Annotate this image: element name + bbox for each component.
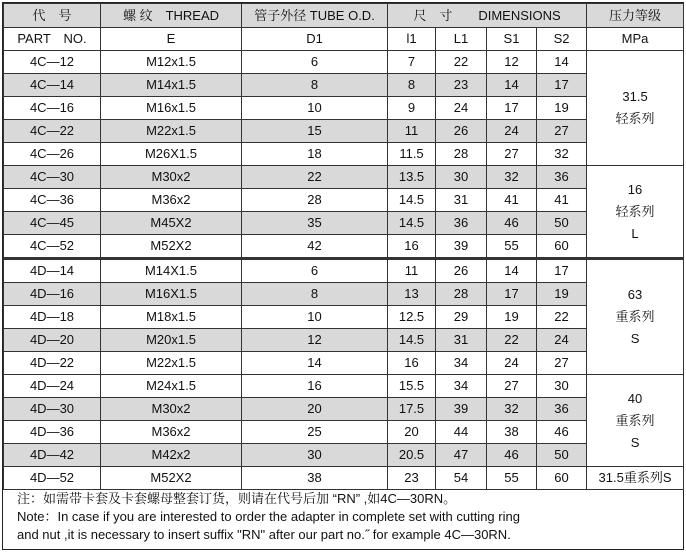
cell-s2: 60 xyxy=(537,467,587,490)
header-pressure: 压力等级 xyxy=(587,4,684,28)
cell-l1: 14.5 xyxy=(388,212,436,235)
pressure-line: 31.5重系列S xyxy=(598,470,672,485)
cell-tube: 28 xyxy=(242,189,388,212)
cell-s1: 46 xyxy=(487,212,537,235)
cell-s1: 14 xyxy=(487,74,537,97)
cell-thread: M30x2 xyxy=(101,166,242,189)
cell-tube: 15 xyxy=(242,120,388,143)
header-row-en xyxy=(4,28,684,51)
cell-l1: 31 xyxy=(436,189,487,212)
table-row xyxy=(4,329,684,352)
cell-l1: 34 xyxy=(436,375,487,398)
cell-l1: 24 xyxy=(436,97,487,120)
pressure-line: 16 xyxy=(627,181,643,197)
cell-s2: 22 xyxy=(537,306,587,329)
cell-s2: 19 xyxy=(537,97,587,120)
cell-thread: M36x2 xyxy=(101,189,242,212)
cell-thread: M18x1.5 xyxy=(101,306,242,329)
cell-part: 4C—26 xyxy=(4,143,101,166)
cell-thread: M52X2 xyxy=(101,467,242,490)
cell-l1: 26 xyxy=(436,259,487,283)
cell-tube: 42 xyxy=(242,235,388,259)
cell-thread: M36x2 xyxy=(101,421,242,444)
cell-thread: M22x1.5 xyxy=(101,120,242,143)
cell-l1: 39 xyxy=(436,398,487,421)
cell-s2: 17 xyxy=(537,74,587,97)
cell-l1: 39 xyxy=(436,235,487,259)
header-row-cn xyxy=(4,4,684,28)
pressure-line: 轻系列 xyxy=(615,111,655,126)
table-row xyxy=(4,259,684,283)
cell-thread: M16x1.5 xyxy=(101,97,242,120)
cell-part: 4D—42 xyxy=(4,444,101,467)
cell-tube: 22 xyxy=(242,166,388,189)
pressure-group-cell xyxy=(587,51,684,166)
cell-l1: 9 xyxy=(388,97,436,120)
cell-l1: 11 xyxy=(388,259,436,283)
header-S2: S2 xyxy=(537,28,587,51)
pressure-group-cell xyxy=(587,166,684,259)
cell-tube: 18 xyxy=(242,143,388,166)
cell-part: 4D—20 xyxy=(4,329,101,352)
table-row xyxy=(4,375,684,398)
header-dimensions: 尺 寸 DIMENSIONS xyxy=(388,4,587,28)
cell-tube: 6 xyxy=(242,259,388,283)
cell-s1: 38 xyxy=(487,421,537,444)
header-l1-lower: l1 xyxy=(388,28,436,51)
cell-part: 4C—30 xyxy=(4,166,101,189)
cell-s1: 27 xyxy=(487,375,537,398)
cell-l1: 13 xyxy=(388,283,436,306)
cell-tube: 38 xyxy=(242,467,388,490)
cell-s2: 27 xyxy=(537,352,587,375)
cell-thread: M20x1.5 xyxy=(101,329,242,352)
cell-part: 4D—52 xyxy=(4,467,101,490)
cell-l1: 36 xyxy=(436,212,487,235)
table-body xyxy=(4,51,684,490)
cell-l1: 12.5 xyxy=(388,306,436,329)
cell-s2: 14 xyxy=(537,51,587,74)
order-note xyxy=(3,484,683,544)
spec-sheet xyxy=(2,2,684,550)
cell-l1: 31 xyxy=(436,329,487,352)
table-row xyxy=(4,398,684,421)
table-row xyxy=(4,166,684,189)
pressure-line: 40 xyxy=(627,390,643,406)
note-en-line2: and nut ,it is necessary to insert suffix "RN" after our part no.˝ for example 4C—30RN. xyxy=(17,527,511,542)
cell-l1: 14.5 xyxy=(388,189,436,212)
cell-s1: 41 xyxy=(487,189,537,212)
cell-tube: 20 xyxy=(242,398,388,421)
cell-s1: 55 xyxy=(487,467,537,490)
cell-s1: 19 xyxy=(487,306,537,329)
pressure-group-cell xyxy=(587,375,684,467)
cell-s1: 12 xyxy=(487,51,537,74)
cell-part: 4C—16 xyxy=(4,97,101,120)
cell-tube: 6 xyxy=(242,51,388,74)
cell-s2: 36 xyxy=(537,398,587,421)
table-row xyxy=(4,143,684,166)
table-row xyxy=(4,97,684,120)
pressure-group-cell xyxy=(587,259,684,375)
cell-tube: 10 xyxy=(242,97,388,120)
cell-s1: 17 xyxy=(487,283,537,306)
cell-s1: 46 xyxy=(487,444,537,467)
cell-l1: 44 xyxy=(436,421,487,444)
cell-thread: M42x2 xyxy=(101,444,242,467)
pressure-line: 63 xyxy=(627,287,643,302)
cell-thread: M24x1.5 xyxy=(101,375,242,398)
cell-s2: 41 xyxy=(537,189,587,212)
cell-s1: 22 xyxy=(487,329,537,352)
cell-part: 4D—18 xyxy=(4,306,101,329)
cell-l1: 34 xyxy=(436,352,487,375)
cell-part: 4C—12 xyxy=(4,51,101,74)
cell-s1: 32 xyxy=(487,166,537,189)
header-tube-d1: D1 xyxy=(242,28,388,51)
cell-s1: 32 xyxy=(487,398,537,421)
cell-tube: 25 xyxy=(242,421,388,444)
pressure-line: 重系列 xyxy=(615,412,655,428)
cell-s2: 27 xyxy=(537,120,587,143)
cell-s2: 30 xyxy=(537,375,587,398)
cell-thread: M16X1.5 xyxy=(101,283,242,306)
cell-part: 4D—22 xyxy=(4,352,101,375)
cell-l1: 16 xyxy=(388,235,436,259)
cell-part: 4C—36 xyxy=(4,189,101,212)
cell-s2: 36 xyxy=(537,166,587,189)
cell-s1: 24 xyxy=(487,120,537,143)
cell-s1: 14 xyxy=(487,259,537,283)
cell-part: 4C—52 xyxy=(4,235,101,259)
cell-thread: M14X1.5 xyxy=(101,259,242,283)
header-thread-e: E xyxy=(101,28,242,51)
cell-l1: 22 xyxy=(436,51,487,74)
cell-l1: 28 xyxy=(436,283,487,306)
cell-s2: 60 xyxy=(537,235,587,259)
cell-l1: 8 xyxy=(388,74,436,97)
cell-tube: 12 xyxy=(242,329,388,352)
cell-part: 4D—16 xyxy=(4,283,101,306)
cell-l1: 16 xyxy=(388,352,436,375)
cell-l1: 47 xyxy=(436,444,487,467)
table-row xyxy=(4,120,684,143)
cell-part: 4C—22 xyxy=(4,120,101,143)
cell-s2: 17 xyxy=(537,259,587,283)
table-row xyxy=(4,444,684,467)
cell-tube: 8 xyxy=(242,74,388,97)
cell-s2: 50 xyxy=(537,212,587,235)
cell-l1: 17.5 xyxy=(388,398,436,421)
pressure-line: L xyxy=(631,225,639,241)
cell-tube: 8 xyxy=(242,283,388,306)
pressure-line: 轻系列 xyxy=(615,203,655,219)
cell-l1: 14.5 xyxy=(388,329,436,352)
table-row xyxy=(4,189,684,212)
header-part-en: PART NO. xyxy=(4,28,101,51)
cell-s2: 50 xyxy=(537,444,587,467)
dimension-table xyxy=(3,3,684,490)
cell-thread: M45X2 xyxy=(101,212,242,235)
cell-s1: 24 xyxy=(487,352,537,375)
cell-part: 4C—14 xyxy=(4,74,101,97)
cell-l1: 30 xyxy=(436,166,487,189)
cell-part: 4D—30 xyxy=(4,398,101,421)
table-row xyxy=(4,283,684,306)
cell-l1: 11 xyxy=(388,120,436,143)
table-row xyxy=(4,51,684,74)
cell-l1: 54 xyxy=(436,467,487,490)
pressure-line: S xyxy=(630,434,640,450)
cell-thread: M52X2 xyxy=(101,235,242,259)
cell-tube: 10 xyxy=(242,306,388,329)
cell-l1: 13.5 xyxy=(388,166,436,189)
cell-l1: 15.5 xyxy=(388,375,436,398)
header-S1: S1 xyxy=(487,28,537,51)
table-row xyxy=(4,235,684,259)
cell-l1: 26 xyxy=(436,120,487,143)
table-row xyxy=(4,74,684,97)
cell-tube: 16 xyxy=(242,375,388,398)
header-thread: 螺 纹 THREAD xyxy=(101,4,242,28)
cell-s2: 46 xyxy=(537,421,587,444)
cell-s2: 32 xyxy=(537,143,587,166)
cell-l1: 11.5 xyxy=(388,143,436,166)
header-tube: 管子外径 TUBE O.D. xyxy=(242,4,388,28)
cell-part: 4C—45 xyxy=(4,212,101,235)
table-row xyxy=(4,212,684,235)
cell-s2: 24 xyxy=(537,329,587,352)
cell-part: 4D—24 xyxy=(4,375,101,398)
cell-l1: 20.5 xyxy=(388,444,436,467)
table-row xyxy=(4,352,684,375)
pressure-line: 31.5 xyxy=(622,89,648,104)
cell-s1: 17 xyxy=(487,97,537,120)
cell-l1: 23 xyxy=(436,74,487,97)
pressure-line: S xyxy=(630,331,640,346)
cell-thread: M12x1.5 xyxy=(101,51,242,74)
cell-l1: 23 xyxy=(388,467,436,490)
cell-tube: 30 xyxy=(242,444,388,467)
cell-part: 4D—14 xyxy=(4,259,101,283)
cell-tube: 14 xyxy=(242,352,388,375)
cell-thread: M14x1.5 xyxy=(101,74,242,97)
cell-part: 4D—36 xyxy=(4,421,101,444)
cell-thread: M30x2 xyxy=(101,398,242,421)
note-cn: 注：如需带卡套及卡套螺母整套订货，则请在代号后加 “RN” ,如4C—30RN。 xyxy=(17,491,457,506)
header-mpa: MPa xyxy=(587,28,684,51)
cell-s1: 55 xyxy=(487,235,537,259)
cell-l1: 28 xyxy=(436,143,487,166)
cell-l1: 20 xyxy=(388,421,436,444)
header-L1-upper: L1 xyxy=(436,28,487,51)
table-row xyxy=(4,421,684,444)
cell-tube: 35 xyxy=(242,212,388,235)
note-en-line1: Note：In case if you are interested to order the adapter in complete set with cutting ring xyxy=(17,509,520,524)
cell-s1: 27 xyxy=(487,143,537,166)
cell-thread: M26X1.5 xyxy=(101,143,242,166)
cell-s2: 19 xyxy=(537,283,587,306)
pressure-line: 重系列 xyxy=(615,309,655,324)
header-part-cn: 代 号 xyxy=(4,4,101,28)
cell-thread: M22x1.5 xyxy=(101,352,242,375)
cell-l1: 29 xyxy=(436,306,487,329)
cell-l1: 7 xyxy=(388,51,436,74)
table-row xyxy=(4,306,684,329)
